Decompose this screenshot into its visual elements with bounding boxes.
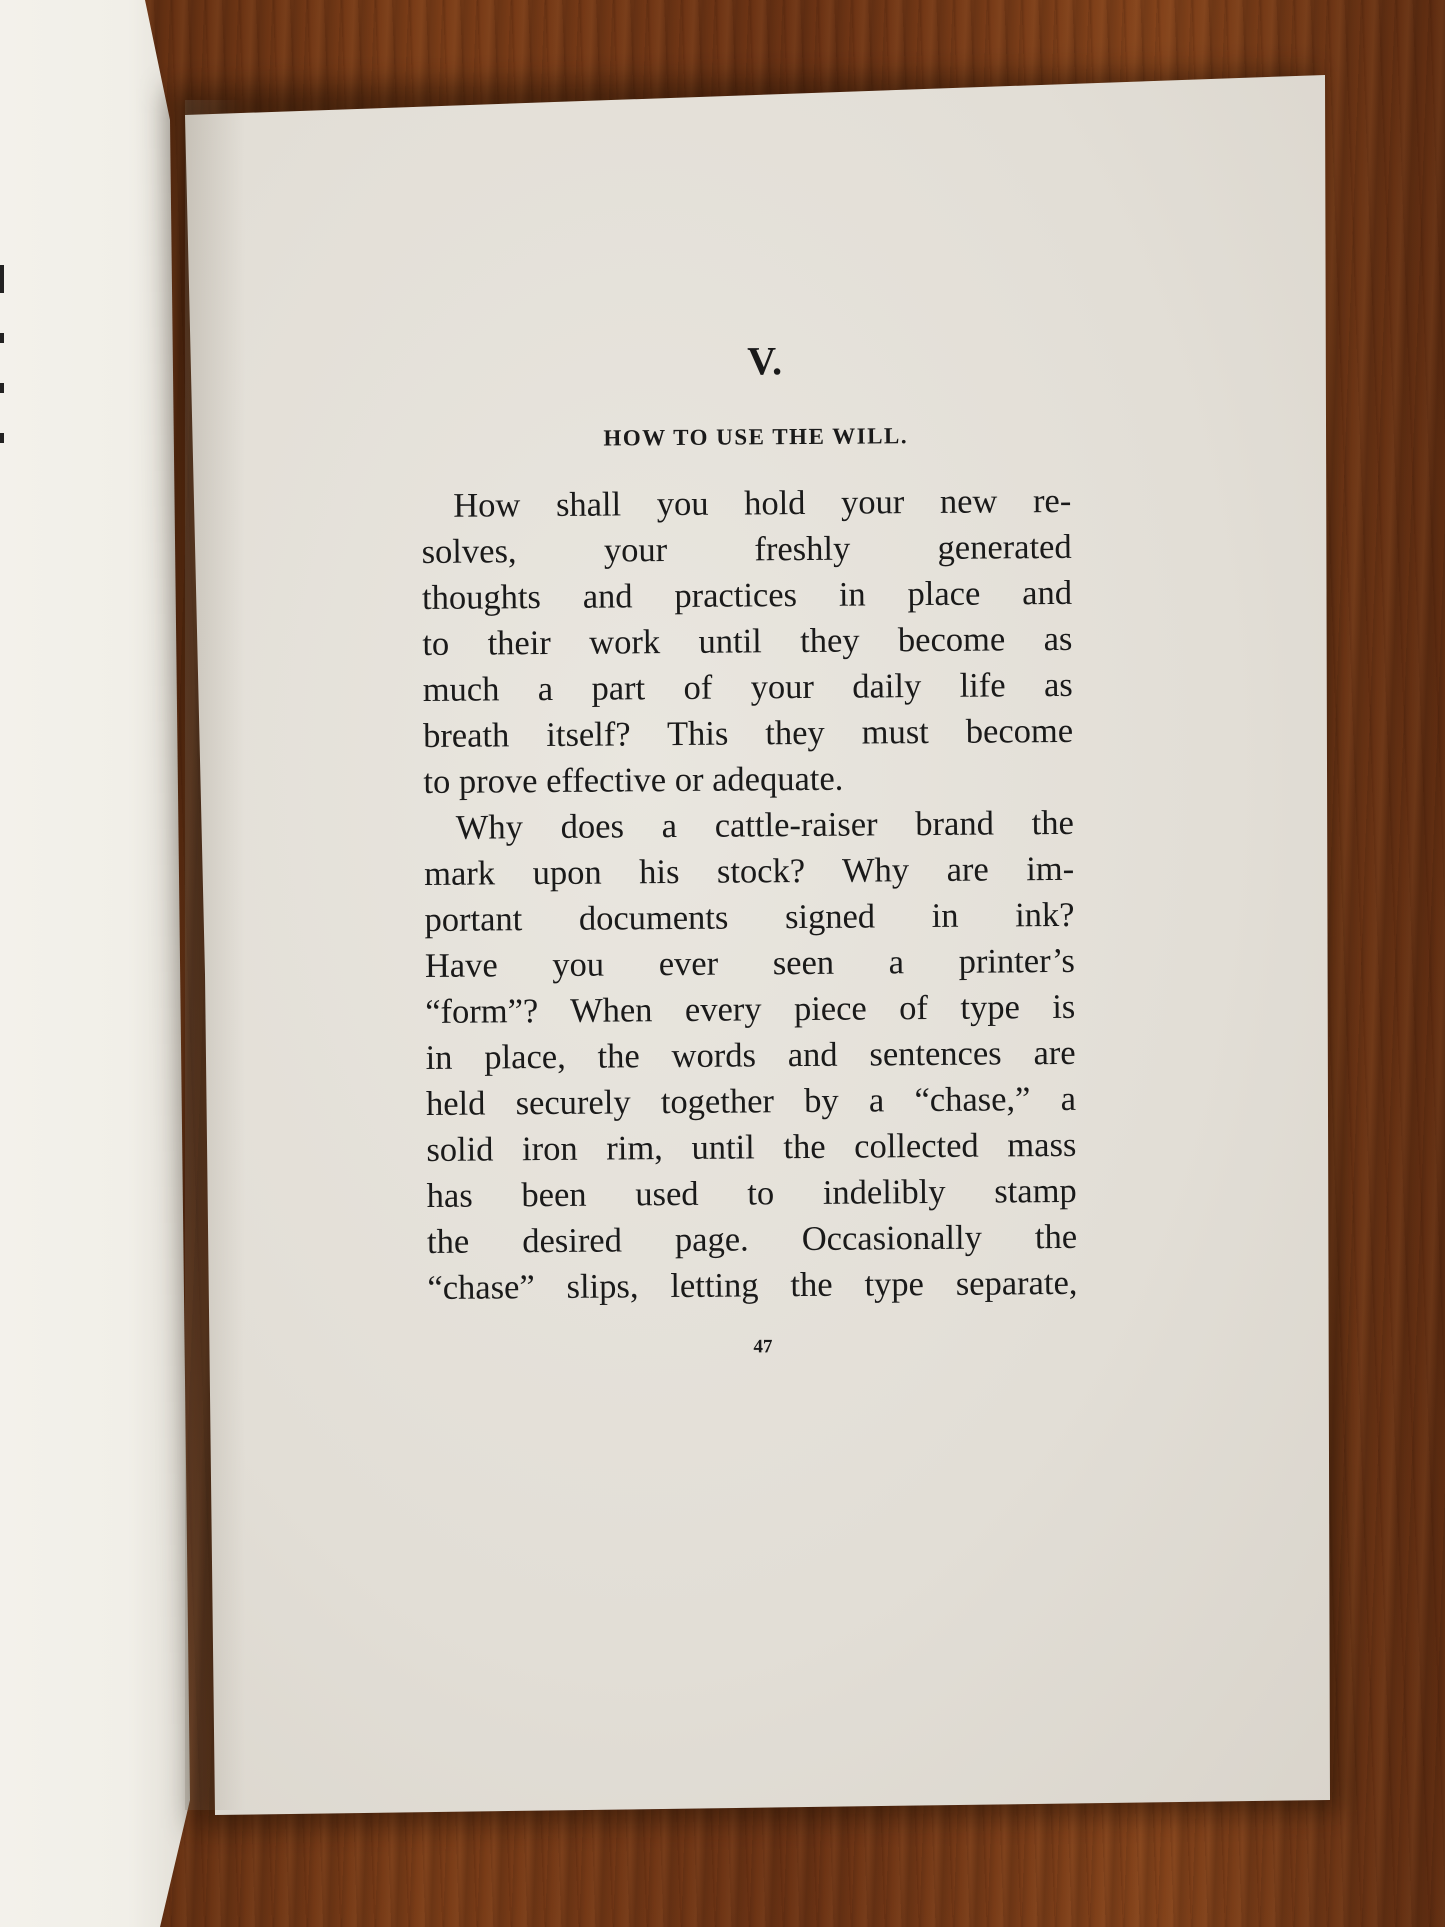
text-line: How shall you hold your new re- bbox=[453, 481, 1072, 525]
text-line: in place, the words and sentences are bbox=[425, 1033, 1076, 1077]
text-line: Have you ever seen a printer’s bbox=[424, 941, 1076, 985]
gutter-shade bbox=[185, 100, 245, 1810]
text-line: solid iron rim, until the collected mass bbox=[426, 1125, 1077, 1169]
text-line: “form”? When every piece of type is bbox=[425, 987, 1076, 1031]
text-line: thoughts and practices in place and bbox=[421, 573, 1073, 617]
paragraph-1 bbox=[421, 478, 1074, 805]
text-line: to prove effective or adequate. bbox=[423, 759, 844, 801]
chapter-title: HOW TO USE THE WILL. bbox=[603, 423, 909, 451]
text-line: “chase” slips, letting the type separate, bbox=[427, 1263, 1078, 1307]
left-page-text-edge bbox=[0, 265, 8, 525]
page-text-block bbox=[420, 335, 1078, 1361]
page-number: 47 bbox=[753, 1336, 773, 1358]
text-line: Why does a cattle-raiser brand the bbox=[455, 803, 1074, 847]
text-line: breath itself? This they must become bbox=[422, 711, 1074, 755]
text-line: portant documents signed in ink? bbox=[424, 895, 1075, 939]
text-line: to their work until they become as bbox=[422, 619, 1073, 663]
text-line: the desired page. Occasionally the bbox=[426, 1217, 1078, 1261]
chapter-number: V. bbox=[747, 338, 784, 384]
text-line: has been used to indelibly stamp bbox=[426, 1171, 1077, 1215]
text-line: held securely together by a “chase,” a bbox=[425, 1079, 1077, 1123]
text-line: solves, your freshly generated bbox=[421, 527, 1072, 571]
text-line: much a part of your daily life as bbox=[422, 665, 1073, 709]
paragraph-2 bbox=[424, 800, 1078, 1311]
text-line: mark upon his stock? Why are im- bbox=[424, 849, 1075, 893]
